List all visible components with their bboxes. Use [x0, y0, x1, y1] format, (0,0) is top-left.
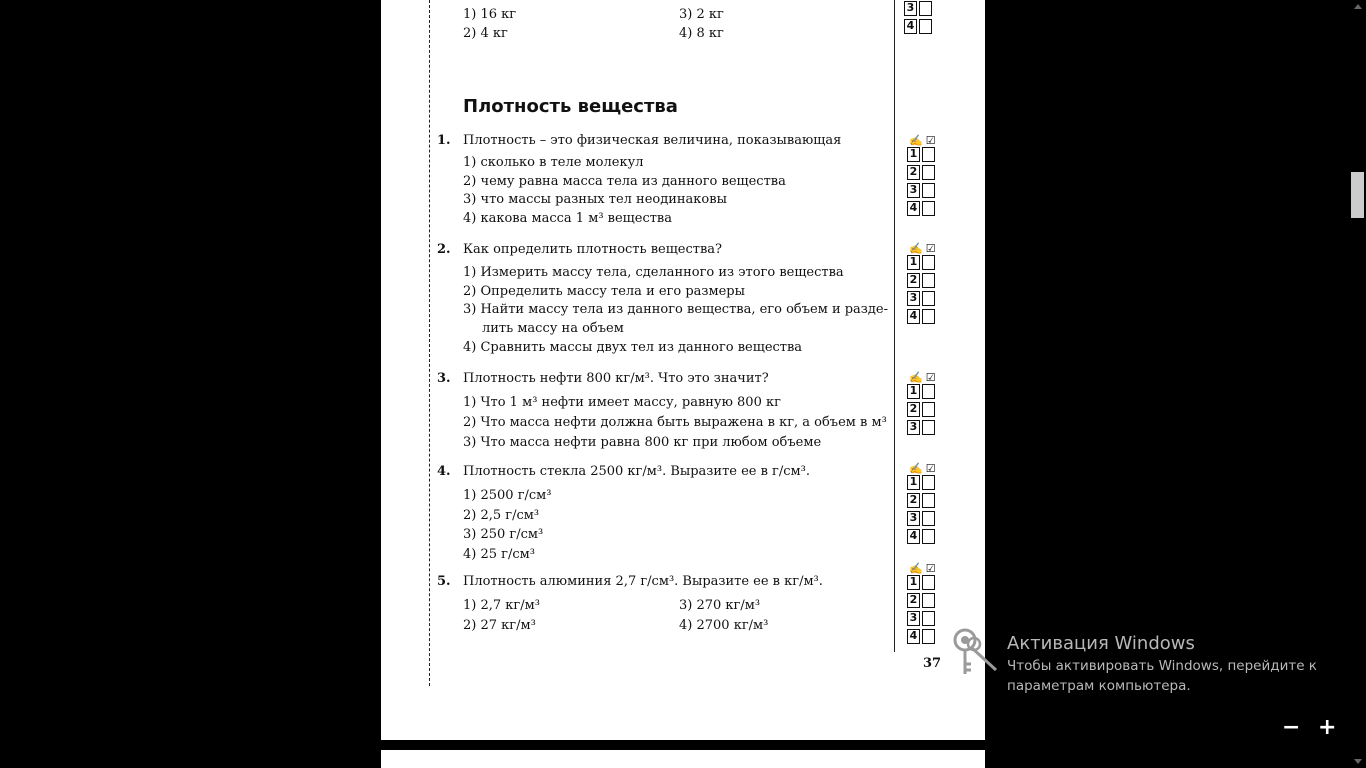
option: 2) Что масса нефти должна быть выражена в кг, а объем в м³ [463, 415, 887, 430]
answer-column-divider [894, 0, 895, 652]
option: 4) 25 г/см³ [463, 547, 535, 562]
answer-cell[interactable] [922, 201, 935, 216]
cut-line [429, 0, 430, 686]
question-number: 3. [437, 371, 451, 386]
top-answer-3: 3) 2 кг [679, 7, 724, 22]
answer-cell[interactable] [922, 511, 935, 526]
answer-cell[interactable] [922, 475, 935, 490]
answer-cell[interactable] [922, 611, 935, 626]
answer-box-top: 3 4 [904, 1, 935, 37]
option: 3) Что масса нефти равна 800 кг при любом объеме [463, 435, 822, 450]
watermark-title: Активация Windows [1007, 633, 1195, 654]
answer-cell[interactable] [922, 493, 935, 508]
scroll-up-icon[interactable] [1354, 4, 1362, 9]
scroll-down-icon[interactable] [1354, 759, 1362, 764]
option: 1) Что 1 м³ нефти имеет массу, равную 800 кг [463, 395, 781, 410]
document-page [381, 0, 985, 740]
question-text: Как определить плотность вещества? [463, 242, 723, 257]
watermark-line-2: параметрам компьютера. [1007, 678, 1191, 694]
checkbox-icon: ☑ [925, 134, 936, 147]
answer-cell[interactable] [922, 384, 935, 399]
question-text: Плотность – это физическая величина, показывающая [463, 133, 842, 148]
question-text: Плотность нефти 800 кг/м³. Что это значит? [463, 371, 769, 386]
answer-box-q1: ✍ ☑ 1 2 3 4 [909, 134, 936, 214]
option: 2) 27 кг/м³ [463, 618, 536, 633]
vertical-scrollbar[interactable] [1349, 0, 1366, 768]
question-text: Плотность алюминия 2,7 г/см³. Выразите ее в кг/м³. [463, 574, 823, 589]
question-number: 4. [437, 464, 451, 479]
checkbox-icon: ☑ [925, 462, 936, 475]
zoom-out-button[interactable]: − [1282, 715, 1301, 740]
answer-cell[interactable] [922, 291, 935, 306]
option: 1) сколько в теле молекул [463, 155, 644, 170]
answer-cell[interactable] [922, 165, 935, 180]
pen-icon: ✍ [909, 562, 923, 575]
answer-cell[interactable] [922, 147, 935, 162]
answer-cell[interactable] [922, 402, 935, 417]
option: 3) Найти массу тела из данного вещества, его объем и разде- [463, 302, 888, 317]
pen-icon: ✍ [909, 134, 923, 147]
scrollbar-thumb[interactable] [1351, 172, 1364, 218]
option: 4) какова масса 1 м³ вещества [463, 211, 673, 226]
question-text: Плотность стекла 2500 кг/м³. Выразите ее в г/см³. [463, 464, 810, 479]
answer-cell[interactable] [922, 529, 935, 544]
answer-box-q5: ✍ ☑ 1 2 3 4 [909, 562, 936, 642]
pen-icon: ✍ [909, 462, 923, 475]
option: 4) 2700 кг/м³ [679, 618, 769, 633]
question-number: 1. [437, 133, 451, 148]
pen-icon: ✍ [909, 242, 923, 255]
checkbox-icon: ☑ [925, 242, 936, 255]
answer-cell[interactable] [922, 629, 935, 644]
question-number: 2. [437, 242, 451, 257]
option: 3) 270 кг/м³ [679, 598, 761, 613]
next-page [381, 750, 985, 768]
checkbox-icon: ☑ [925, 562, 936, 575]
answer-box-q3: ✍ ☑ 1 2 3 [909, 371, 936, 433]
option: 3) 250 г/см³ [463, 527, 544, 542]
option: лить массу на объем [482, 321, 624, 336]
option: 1) 2500 г/см³ [463, 488, 552, 503]
answer-cell[interactable] [922, 273, 935, 288]
option: 1) 2,7 кг/м³ [463, 598, 540, 613]
answer-box-q2: ✍ ☑ 1 2 3 4 [909, 242, 936, 322]
answer-cell[interactable] [922, 255, 935, 270]
top-answer-4: 4) 8 кг [679, 26, 724, 41]
section-title: Плотность вещества [463, 96, 678, 117]
checkbox-icon: ☑ [925, 371, 936, 384]
option: 2) 2,5 г/см³ [463, 508, 540, 523]
key-icon [952, 626, 1002, 678]
option: 2) Определить массу тела и его размеры [463, 284, 745, 299]
watermark-line-1: Чтобы активировать Windows, перейдите к [1007, 658, 1317, 674]
option: 3) что массы разных тел неодинаковы [463, 192, 727, 207]
page-number: 37 [923, 656, 942, 671]
pen-icon: ✍ [909, 371, 923, 384]
option: 2) чему равна масса тела из данного вещества [463, 174, 786, 189]
option: 4) Сравнить массы двух тел из данного вещества [463, 340, 803, 355]
question-number: 5. [437, 574, 451, 589]
answer-box-q4: ✍ ☑ 1 2 3 4 [909, 462, 936, 542]
activation-watermark [1007, 632, 1317, 696]
zoom-in-button[interactable]: + [1318, 715, 1337, 740]
answer-cell[interactable] [922, 309, 935, 324]
answer-cell[interactable] [922, 183, 935, 198]
top-answer-2: 2) 4 кг [463, 26, 508, 41]
answer-cell[interactable] [922, 593, 935, 608]
top-answer-1: 1) 16 кг [463, 7, 517, 22]
answer-cell[interactable] [922, 575, 935, 590]
answer-cell[interactable] [922, 420, 935, 435]
option: 1) Измерить массу тела, сделанного из этого вещества [463, 265, 844, 280]
